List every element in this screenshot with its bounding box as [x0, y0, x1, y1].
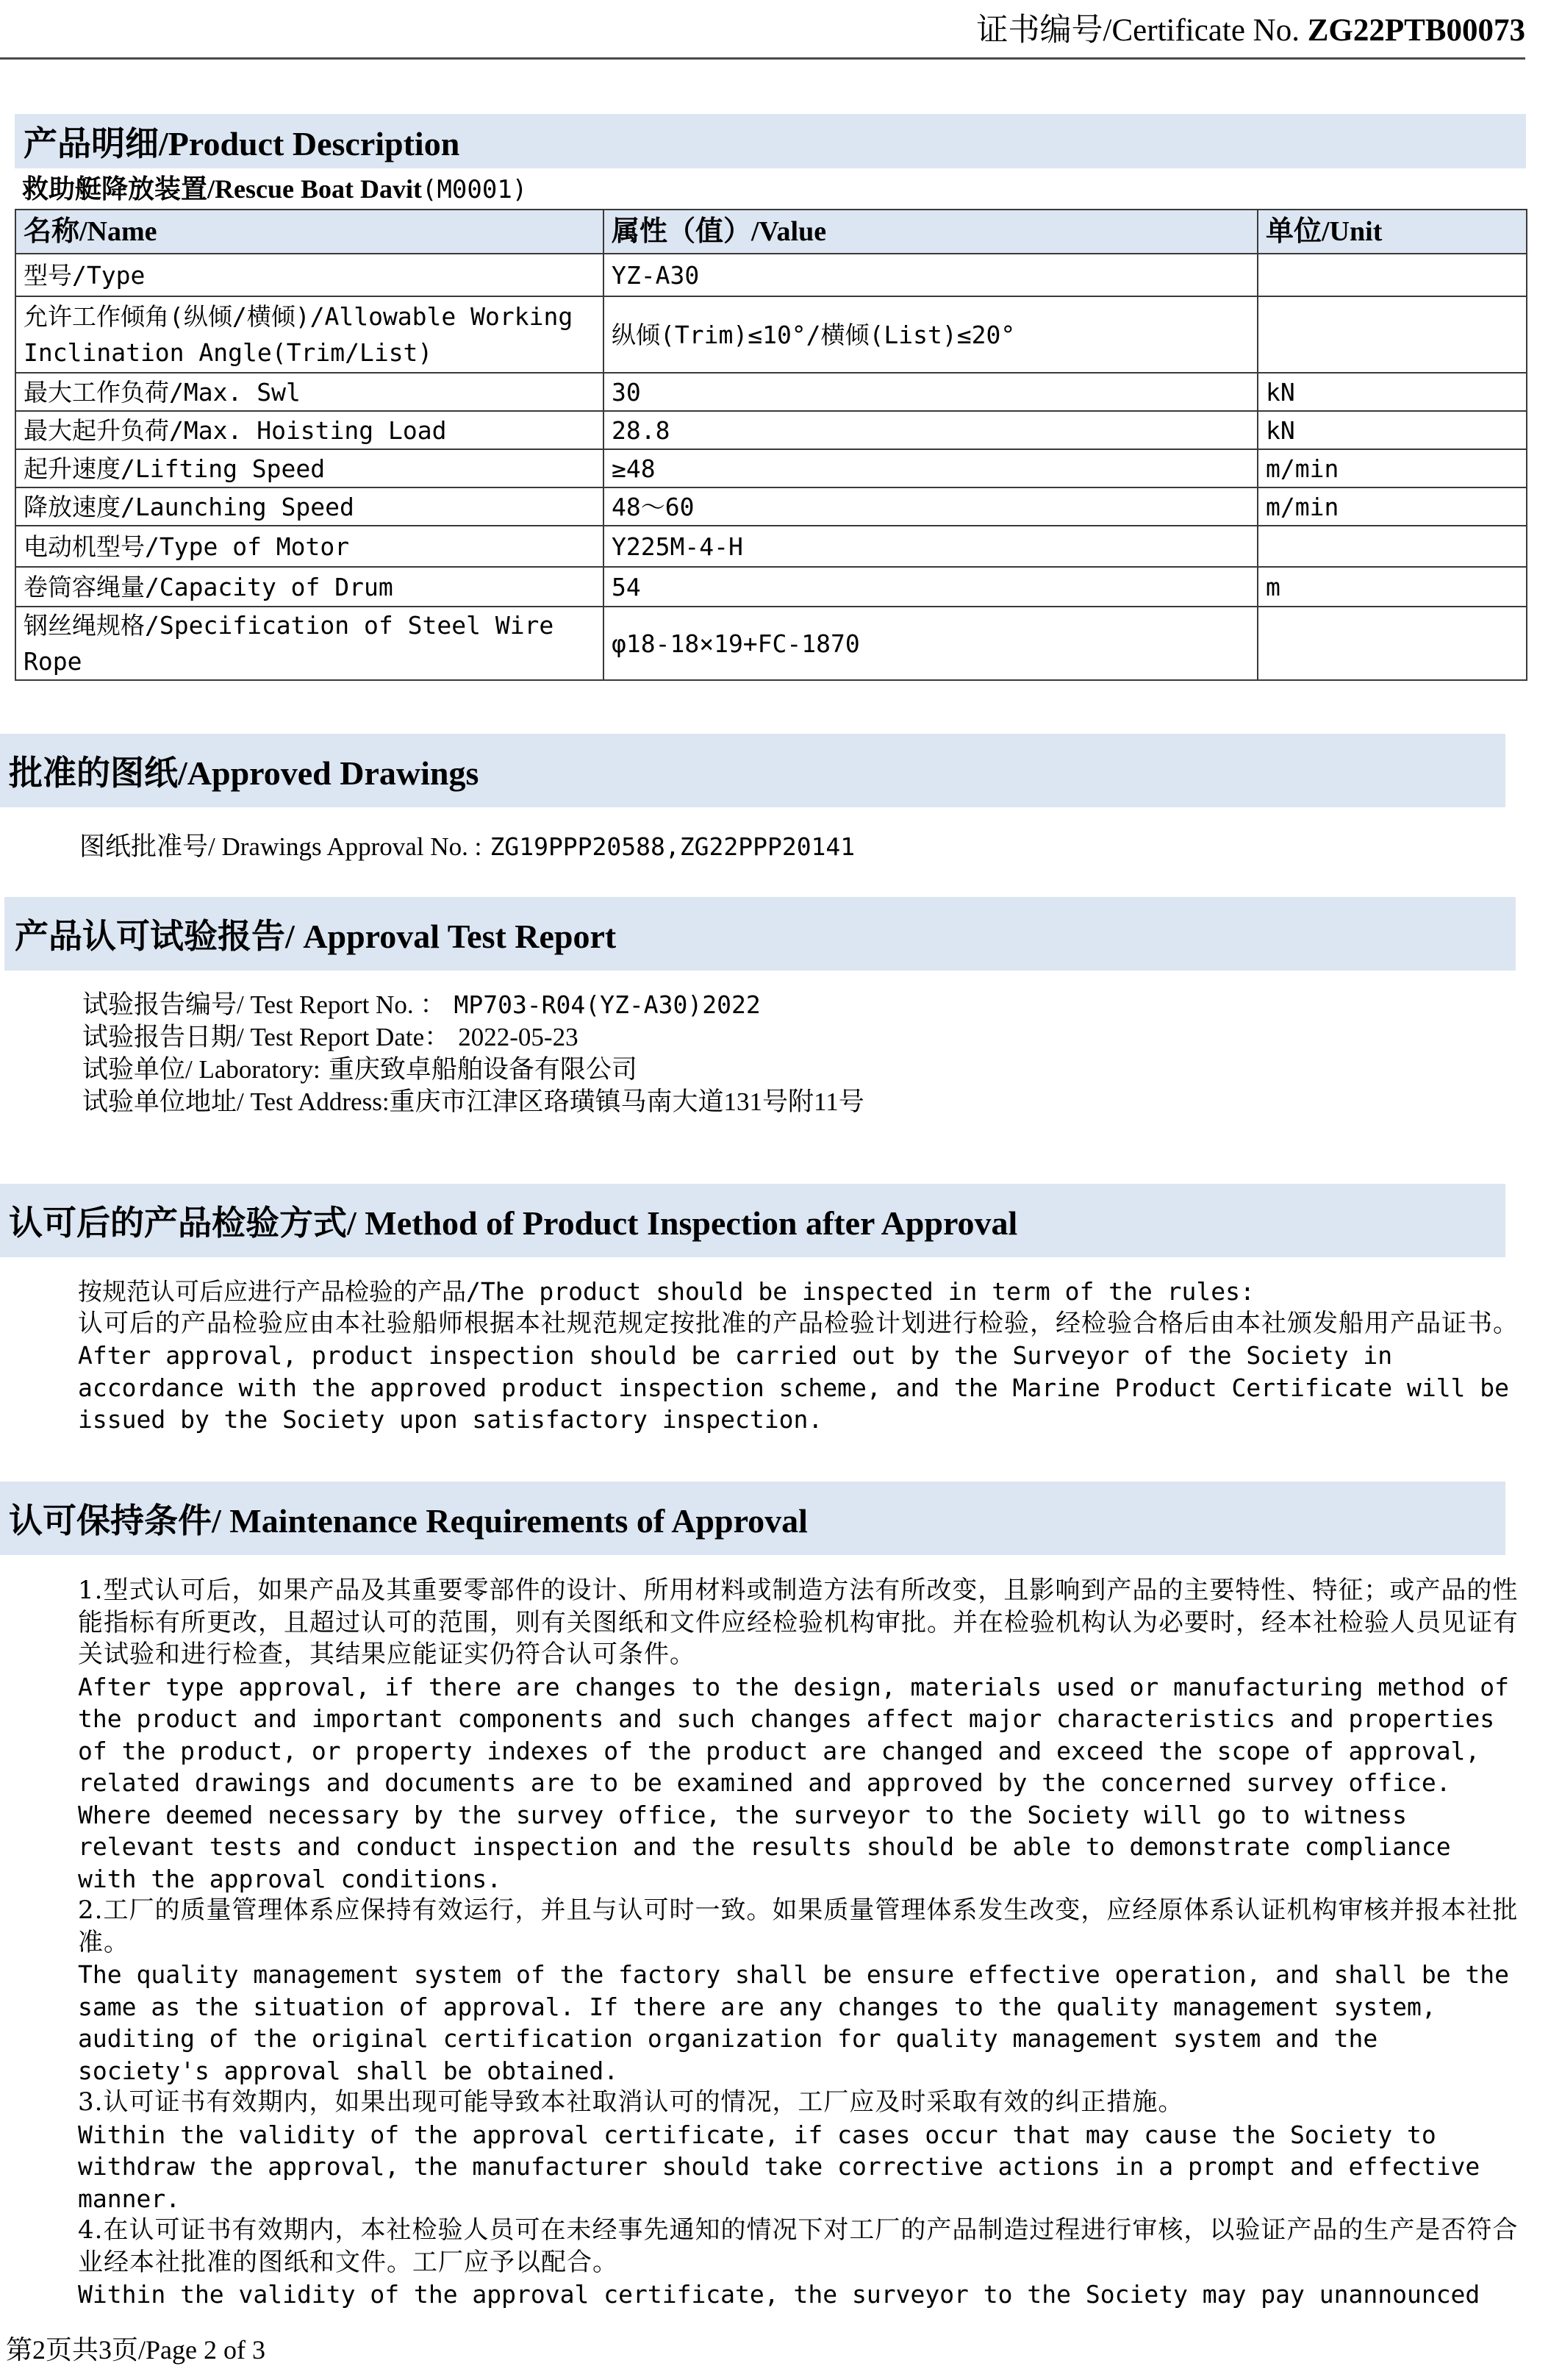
row-value: φ18-18×19+FC-1870: [603, 607, 1258, 680]
test-report-date-value: 2022-05-23: [458, 1023, 578, 1051]
row-value: 48～60: [603, 487, 1258, 526]
row-unit: [1258, 296, 1527, 373]
test-report-no-label: 试验报告编号/ Test Report No. ：: [82, 990, 446, 1019]
inspection-text-en: After approval, product inspection should be carried out by the Surveyor of the Society in accordance with the approved product inspection scheme, and the Marine Product Certificate will be issued by the Society upon satisfactory inspection.: [78, 1341, 1510, 1434]
certificate-number-value: ZG22PTB00073: [1307, 13, 1525, 48]
row-name: 降放速度/Launching Speed: [15, 487, 603, 526]
drawings-approval-line: [79, 831, 855, 863]
table-row: [15, 373, 1527, 411]
product-spec-table: [15, 209, 1527, 681]
row-unit: kN: [1258, 411, 1527, 449]
maintenance-item-2-cn: 2.工厂的质量管理体系应保持有效运行，并且与认可时一致。如果质量管理体系发生改变，应经原体系认证机构审核并报本社批准。: [78, 1895, 1519, 1957]
maintenance-item-3-cn: 3.认可证书有效期内，如果出现可能导致本社取消认可的情况，工厂应及时采取有效的纠正措施。: [78, 2087, 1184, 2117]
table-row: [15, 567, 1527, 607]
column-header-unit: 单位/Unit: [1258, 210, 1527, 254]
table-row: [15, 526, 1527, 567]
maintenance-text: [78, 1575, 1519, 2311]
header-divider: [0, 57, 1525, 60]
row-value: 54: [603, 567, 1258, 607]
section-product-description: [15, 114, 1526, 168]
table-row: [15, 607, 1527, 680]
row-name: 卷筒容绳量/Capacity of Drum: [15, 567, 603, 607]
row-unit: m: [1258, 567, 1527, 607]
row-name: 钢丝绳规格/Specification of Steel Wire Rope: [15, 607, 603, 680]
row-value: ≥48: [603, 449, 1258, 487]
row-unit: m/min: [1258, 487, 1527, 526]
row-name: 最大起升负荷/Max. Hoisting Load: [15, 411, 603, 449]
test-report-no-value: MP703-R04(YZ-A30)2022: [454, 990, 761, 1019]
section-approval-test-report: [4, 897, 1516, 971]
inspection-method-text: [78, 1276, 1519, 1436]
row-unit: [1258, 607, 1527, 680]
inspection-text-cn: 认可后的产品检验应由本社验船师根据本社规范规定按批准的产品检验计划进行检验，经检验合格后由本社颁发船用产品证书。: [78, 1308, 1519, 1338]
section-title: 认可后的产品检验方式/ Method of Product Inspection after Approval: [9, 1204, 1018, 1242]
row-value: YZ-A30: [603, 254, 1258, 296]
test-report-date-line: [82, 1021, 578, 1054]
row-unit: [1258, 526, 1527, 567]
column-header-value: 属性（值）/Value: [603, 210, 1258, 254]
row-name: 允许工作倾角(纵倾/横倾)/Allowable Working Inclination Angle(Trim/List): [15, 296, 603, 373]
drawings-approval-value: ZG19PPP20588,ZG22PPP20141: [490, 832, 856, 861]
product-code: (M0001): [421, 175, 528, 204]
section-title: 产品认可试验报告/ Approval Test Report: [15, 918, 617, 955]
laboratory-value: 重庆致卓船舶设备有限公司: [328, 1055, 637, 1084]
table-row: [15, 411, 1527, 449]
section-maintenance: [0, 1482, 1505, 1555]
product-name-label: 救助艇降放装置/Rescue Boat Davit: [22, 174, 422, 204]
row-name: 电动机型号/Type of Motor: [15, 526, 603, 567]
row-name: 型号/Type: [15, 254, 603, 296]
maintenance-item-3-en: Within the validity of the approval certificate, if cases occur that may cause the Society to withdraw the approval, the manufacturer should take corrective actions in a prompt and effective manner.: [78, 2120, 1480, 2213]
row-unit: kN: [1258, 373, 1527, 411]
page-number: 第2页共3页/Page 2 of 3: [6, 2335, 265, 2365]
row-unit: m/min: [1258, 449, 1527, 487]
section-approved-drawings: [0, 734, 1505, 807]
test-address-label: 试验单位地址/ Test Address:: [82, 1087, 390, 1116]
section-title: 批准的图纸/Approved Drawings: [9, 754, 479, 792]
row-value: 28.8: [603, 411, 1258, 449]
section-title: 产品明细/Product Description: [24, 125, 460, 162]
maintenance-item-2-en: The quality management system of the factory shall be ensure effective operation, and shall be the same as the situation of approval. If there are any changes to the quality management system, auditing of the original certification organization for quality management system and the society's approval shall be obtained.: [78, 1960, 1510, 2085]
row-name: 最大工作负荷/Max. Swl: [15, 373, 603, 411]
maintenance-item-4-en: Within the validity of the approval certificate, the surveyor to the Society may pay unannounced: [78, 2280, 1480, 2309]
test-report-date-label: 试验报告日期/ Test Report Date：: [82, 1023, 451, 1051]
table-row: [15, 449, 1527, 487]
certificate-label: 证书编号/Certificate No.: [976, 13, 1300, 48]
row-unit: [1258, 254, 1527, 296]
column-header-name: 名称/Name: [15, 210, 603, 254]
certificate-number: [977, 7, 1525, 54]
test-address-line: [82, 1086, 864, 1118]
inspection-intro: 按规范认可后应进行产品检验的产品/The product should be inspected in term of the rules:: [78, 1277, 1255, 1306]
drawings-approval-label: 图纸批准号/ Drawings Approval No. :: [79, 832, 482, 861]
table-header-row: [15, 210, 1527, 254]
section-title: 认可保持条件/ Maintenance Requirements of Approval: [9, 1502, 808, 1540]
laboratory-label: 试验单位/ Laboratory:: [82, 1055, 320, 1084]
table-row: [15, 487, 1527, 526]
section-inspection-method: [0, 1184, 1505, 1257]
product-name: [22, 171, 527, 208]
row-value: Y225M-4-H: [603, 526, 1258, 567]
test-report-no-line: [82, 989, 761, 1021]
row-value: 30: [603, 373, 1258, 411]
row-name: 起升速度/Lifting Speed: [15, 449, 603, 487]
maintenance-item-4-cn: 4.在认可证书有效期内，本社检验人员可在未经事先通知的情况下对工厂的产品制造过程进行审核，以验证产品的生产是否符合业经本社批准的图纸和文件。工厂应予以配合。: [78, 2215, 1519, 2277]
maintenance-item-1-cn: 1.型式认可后，如果产品及其重要零部件的设计、所用材料或制造方法有所改变，且影响到产品的主要特性、特征；或产品的性能指标有所更改，且超过认可的范围，则有关图纸和文件应经检验机构审批。并在检验机构认为必要时，经本社检验人员见证有关试验和进行检查，其结果应能证实仍符合认可条件。: [78, 1576, 1519, 1669]
table-row: [15, 296, 1527, 373]
test-address-value: 重庆市江津区珞璜镇马南大道131号附11号: [389, 1087, 864, 1116]
maintenance-item-1-en: After type approval, if there are changes to the design, materials used or manufacturing method of the product and important components and such changes affect major characteristics and properties of the product, or property indexes of the product are changed and exceed the scope of approval, related drawings and documents are to be examined and approved by the concerned survey office. Where deemed necessary by the survey office, the surveyor to the Society will go to witness relevant tests and conduct inspection and the results should be able to demonstrate compliance with the approval conditions.: [78, 1672, 1510, 1893]
table-row: [15, 254, 1527, 296]
row-value: 纵倾(Trim)≤10°/横倾(List)≤20°: [603, 296, 1258, 373]
laboratory-line: [82, 1054, 637, 1086]
